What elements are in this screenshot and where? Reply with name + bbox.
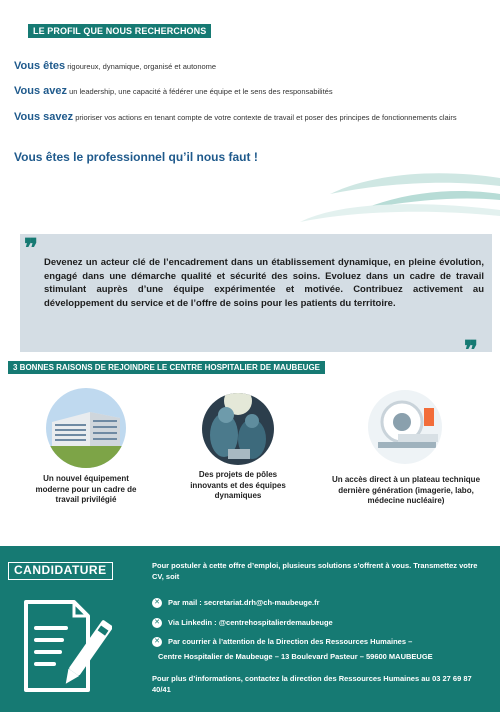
- profile-section-header: LE PROFIL QUE NOUS RECHERCHONS: [28, 24, 211, 38]
- profile-text: rigoureux, dynamique, organisé et autonome: [65, 62, 217, 71]
- linkedin-bullet-icon: ✕: [152, 618, 162, 628]
- profile-text: un leadership, une capacité à fédérer une équipe et le sens des responsabilités: [67, 87, 333, 96]
- profile-closing: Vous êtes le professionnel qu’il nous faut !: [14, 150, 258, 164]
- quote-close-icon: ❞: [464, 336, 478, 366]
- linkedin-contact[interactable]: Via Linkedin : @centrehospitalierdemaubeuge: [168, 618, 333, 627]
- reason-caption: Un nouvel équipement moderne pour un cadre de travail privilégié: [35, 474, 137, 504]
- reasons-section-header: 3 BONNES RAISONS DE REJOINDRE LE CENTRE HOSPITALIER DE MAUBEUGE: [8, 361, 325, 374]
- surgical-team-image: [202, 393, 274, 465]
- profile-text: prioriser vos actions en tenant compte de votre contexte de travail et poser des principes de fonctionnements clairs: [73, 113, 457, 122]
- reason-caption: Un accès direct à un plateau technique dernière génération (imagerie, labo, médecine nucléaire): [331, 475, 481, 505]
- medical-scanner-image: [368, 390, 442, 464]
- hospital-building-image: [46, 388, 126, 468]
- mail-contact[interactable]: Par mail : secretariat.drh@ch-maubeuge.fr: [168, 598, 320, 607]
- decorative-wave: [0, 160, 500, 230]
- courrier-contact: Par courrier à l’attention de la Direction des Ressources Humaines –: [168, 637, 413, 646]
- candidature-contact-info: Pour plus d’informations, contactez la direction des Ressources Humaines au 03 27 69 87 40/41: [152, 674, 472, 694]
- profile-keyword: Vous avez: [14, 85, 67, 97]
- profile-line-etes: [14, 61, 484, 72]
- quote-text: Devenez un acteur clé de l’encadrement dans un établissement dynamique, en pleine évolution, engagé dans une démarche qualité et sécurité des soins. Evoluez dans un cadre de travail stimulant auprès d’une équipe expérimentée et motivée. Contribuez activement au développement du service et de l’offre de soins pour les patients du territoire.: [44, 257, 484, 309]
- reason-caption: Des projets de pôles innovants et des équipes dynamiques: [190, 470, 286, 500]
- mail-bullet-icon: ✕: [152, 598, 162, 608]
- profile-line-savez: [14, 112, 484, 123]
- document-pen-icon: [20, 594, 112, 698]
- quote-open-icon: ❞: [24, 234, 38, 264]
- profile-line-avez: [14, 86, 484, 97]
- candidature-intro: Pour postuler à cette offre d’emploi, plusieurs solutions s’offrent à vous. Transmettez votre CV, soit: [152, 561, 478, 581]
- candidature-section: [0, 546, 500, 712]
- profile-keyword: Vous savez: [14, 111, 74, 123]
- courrier-address: Centre Hospitalier de Maubeuge – 13 Boulevard Pasteur – 59600 MAUBEUGE: [158, 652, 433, 661]
- profile-keyword: Vous êtes: [14, 60, 66, 72]
- courrier-bullet-icon: ✕: [152, 637, 162, 647]
- candidature-title: CANDIDATURE: [8, 562, 113, 580]
- quote-block: [20, 234, 492, 366]
